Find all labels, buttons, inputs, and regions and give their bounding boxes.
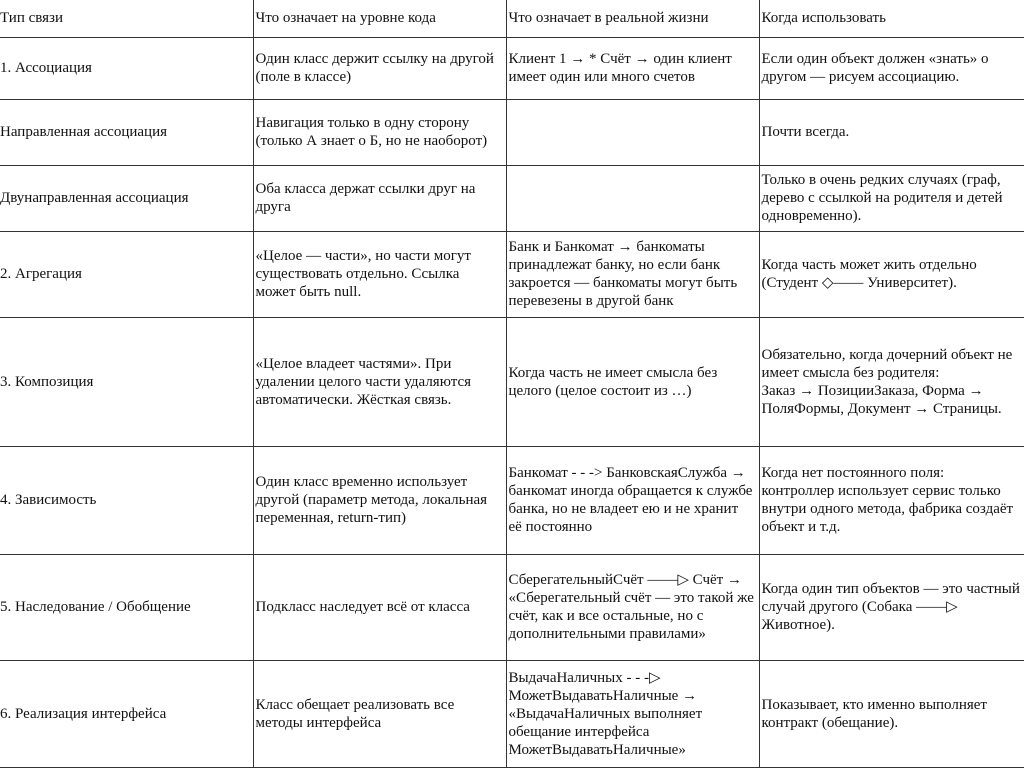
life-meaning-cell [506,446,759,554]
life-meaning-cell [506,660,759,767]
life-meaning-cell [506,554,759,660]
when-to-use-cell [759,317,1024,446]
code-meaning-cell [253,37,506,99]
life-meaning-text: СберегательныйСчёт ——▷ Счёт → «Сберегательный счёт — это такой же счёт, как и все остальные, но с дополнительными правилами» [508,572,754,642]
header-cell-type: Тип связи [0,0,253,37]
relation-type-cell [0,660,253,767]
when-to-use-text: Только в очень редких случаях (граф, дерево с ссылкой на родителя и детей одновременно). [761,172,1003,224]
relation-type-text: Двунаправленная ассоциация [0,190,189,206]
table-row [0,554,1024,660]
relation-type-text: 5. Наследование / Обобщение [0,599,191,615]
life-meaning-text: Клиент 1 → * Счёт → один клиент имеет один или много счетов [508,51,732,85]
code-meaning-cell [253,317,506,446]
code-meaning-cell [253,660,506,767]
when-to-use-text: Когда часть может жить отдельно (Студент ◇—— Университет). [761,257,977,291]
life-meaning-text: Банк и Банкомат → банкоматы принадлежат банку, но если банк закроется — банкоматы могут быть перевезены в другой банк [508,239,738,309]
code-meaning-text: Навигация только в одну сторону (только А знает о Б, но не наоборот) [255,115,488,149]
relation-type-text: 3. Композиция [0,373,94,390]
life-meaning-text: ВыдачаНаличных - - -▷ МожетВыдаватьНаличные → «ВыдачаНаличных выполняет обещание интерфейса МожетВыдаватьНаличные» [508,669,703,758]
header-cell-when: Когда использовать [759,0,1024,37]
table-row [0,99,1024,165]
relation-type-text: Направленная ассоциация [0,124,168,140]
life-meaning-text: Банкомат - - -> БанковскаяСлужба → банкомат иногда обращается к службе банка, но не владеет ею и не хранит её постоянно [508,465,753,535]
code-meaning-text: Один класс держит ссылку на другой (поле в классе) [255,51,494,85]
life-meaning-cell [506,231,759,317]
code-meaning-text: «Целое — части», но части могут существовать отдельно. Ссылка может быть null. [255,248,471,300]
relation-type-cell [0,165,253,231]
life-meaning-cell [506,165,759,231]
header-cell-life: Что означает в реальной жизни [506,0,759,37]
code-meaning-cell [253,165,506,231]
code-meaning-cell [253,554,506,660]
code-meaning-cell [253,231,506,317]
when-to-use-cell [759,37,1024,99]
relation-type-text: 4. Зависимость [0,492,97,508]
life-meaning-cell [506,317,759,446]
when-to-use-text: Если один объект должен «знать» о другом — рисуем ассоциацию. [761,51,989,85]
code-meaning-text: Оба класса держат ссылки друг на друга [255,181,476,215]
code-meaning-text: Класс обещает реализовать все методы интерфейса [255,696,455,731]
header-cell-code: Что означает на уровне кода [253,0,506,37]
relation-type-cell [0,446,253,554]
table-row [0,446,1024,554]
code-meaning-text: Подкласс наследует всё от класса [255,599,470,615]
when-to-use-text: Обязательно, когда дочерний объект не имеет смысла без родителя: Заказ → ПозицииЗаказа, Форма → ПоляФормы, Документ → Страницы. [761,346,1013,417]
when-to-use-cell [759,554,1024,660]
table-row [0,660,1024,767]
when-to-use-cell [759,99,1024,165]
relation-type-text: 6. Реализация интерфейса [0,705,167,722]
relation-type-cell [0,317,253,446]
life-meaning-cell [506,37,759,99]
when-to-use-text: Когда один тип объектов — это частный случай другого (Собака ——▷ Животное). [761,581,1020,633]
life-meaning-cell [506,99,759,165]
relation-type-cell [0,37,253,99]
when-to-use-cell [759,231,1024,317]
relation-type-cell [0,231,253,317]
relation-type-text: 1. Ассоциация [0,60,92,76]
when-to-use-text: Показывает, кто именно выполняет контракт (обещание). [761,696,987,731]
table-row [0,37,1024,99]
life-meaning-text: Когда часть не имеет смысла без целого (целое состоит из …) [508,364,718,399]
table-header-row [0,0,1024,37]
relation-type-cell [0,554,253,660]
relation-type-cell [0,99,253,165]
table-row [0,165,1024,231]
table-row [0,317,1024,446]
code-meaning-text: «Целое владеет частями». При удалении целого части удаляются автоматически. Жёсткая связь. [255,355,472,408]
when-to-use-cell [759,446,1024,554]
when-to-use-cell [759,660,1024,767]
when-to-use-text: Когда нет постоянного поля: контроллер использует сервис только внутри одного метода, фабрика создаёт объект и т.д. [761,465,1014,535]
code-meaning-cell [253,446,506,554]
code-meaning-cell [253,99,506,165]
table-row [0,231,1024,317]
relation-type-text: 2. Агрегация [0,266,82,282]
when-to-use-cell [759,165,1024,231]
when-to-use-text: Почти всегда. [761,124,850,140]
code-meaning-text: Один класс временно использует другой (параметр метода, локальная переменная, return-тип) [255,474,488,526]
